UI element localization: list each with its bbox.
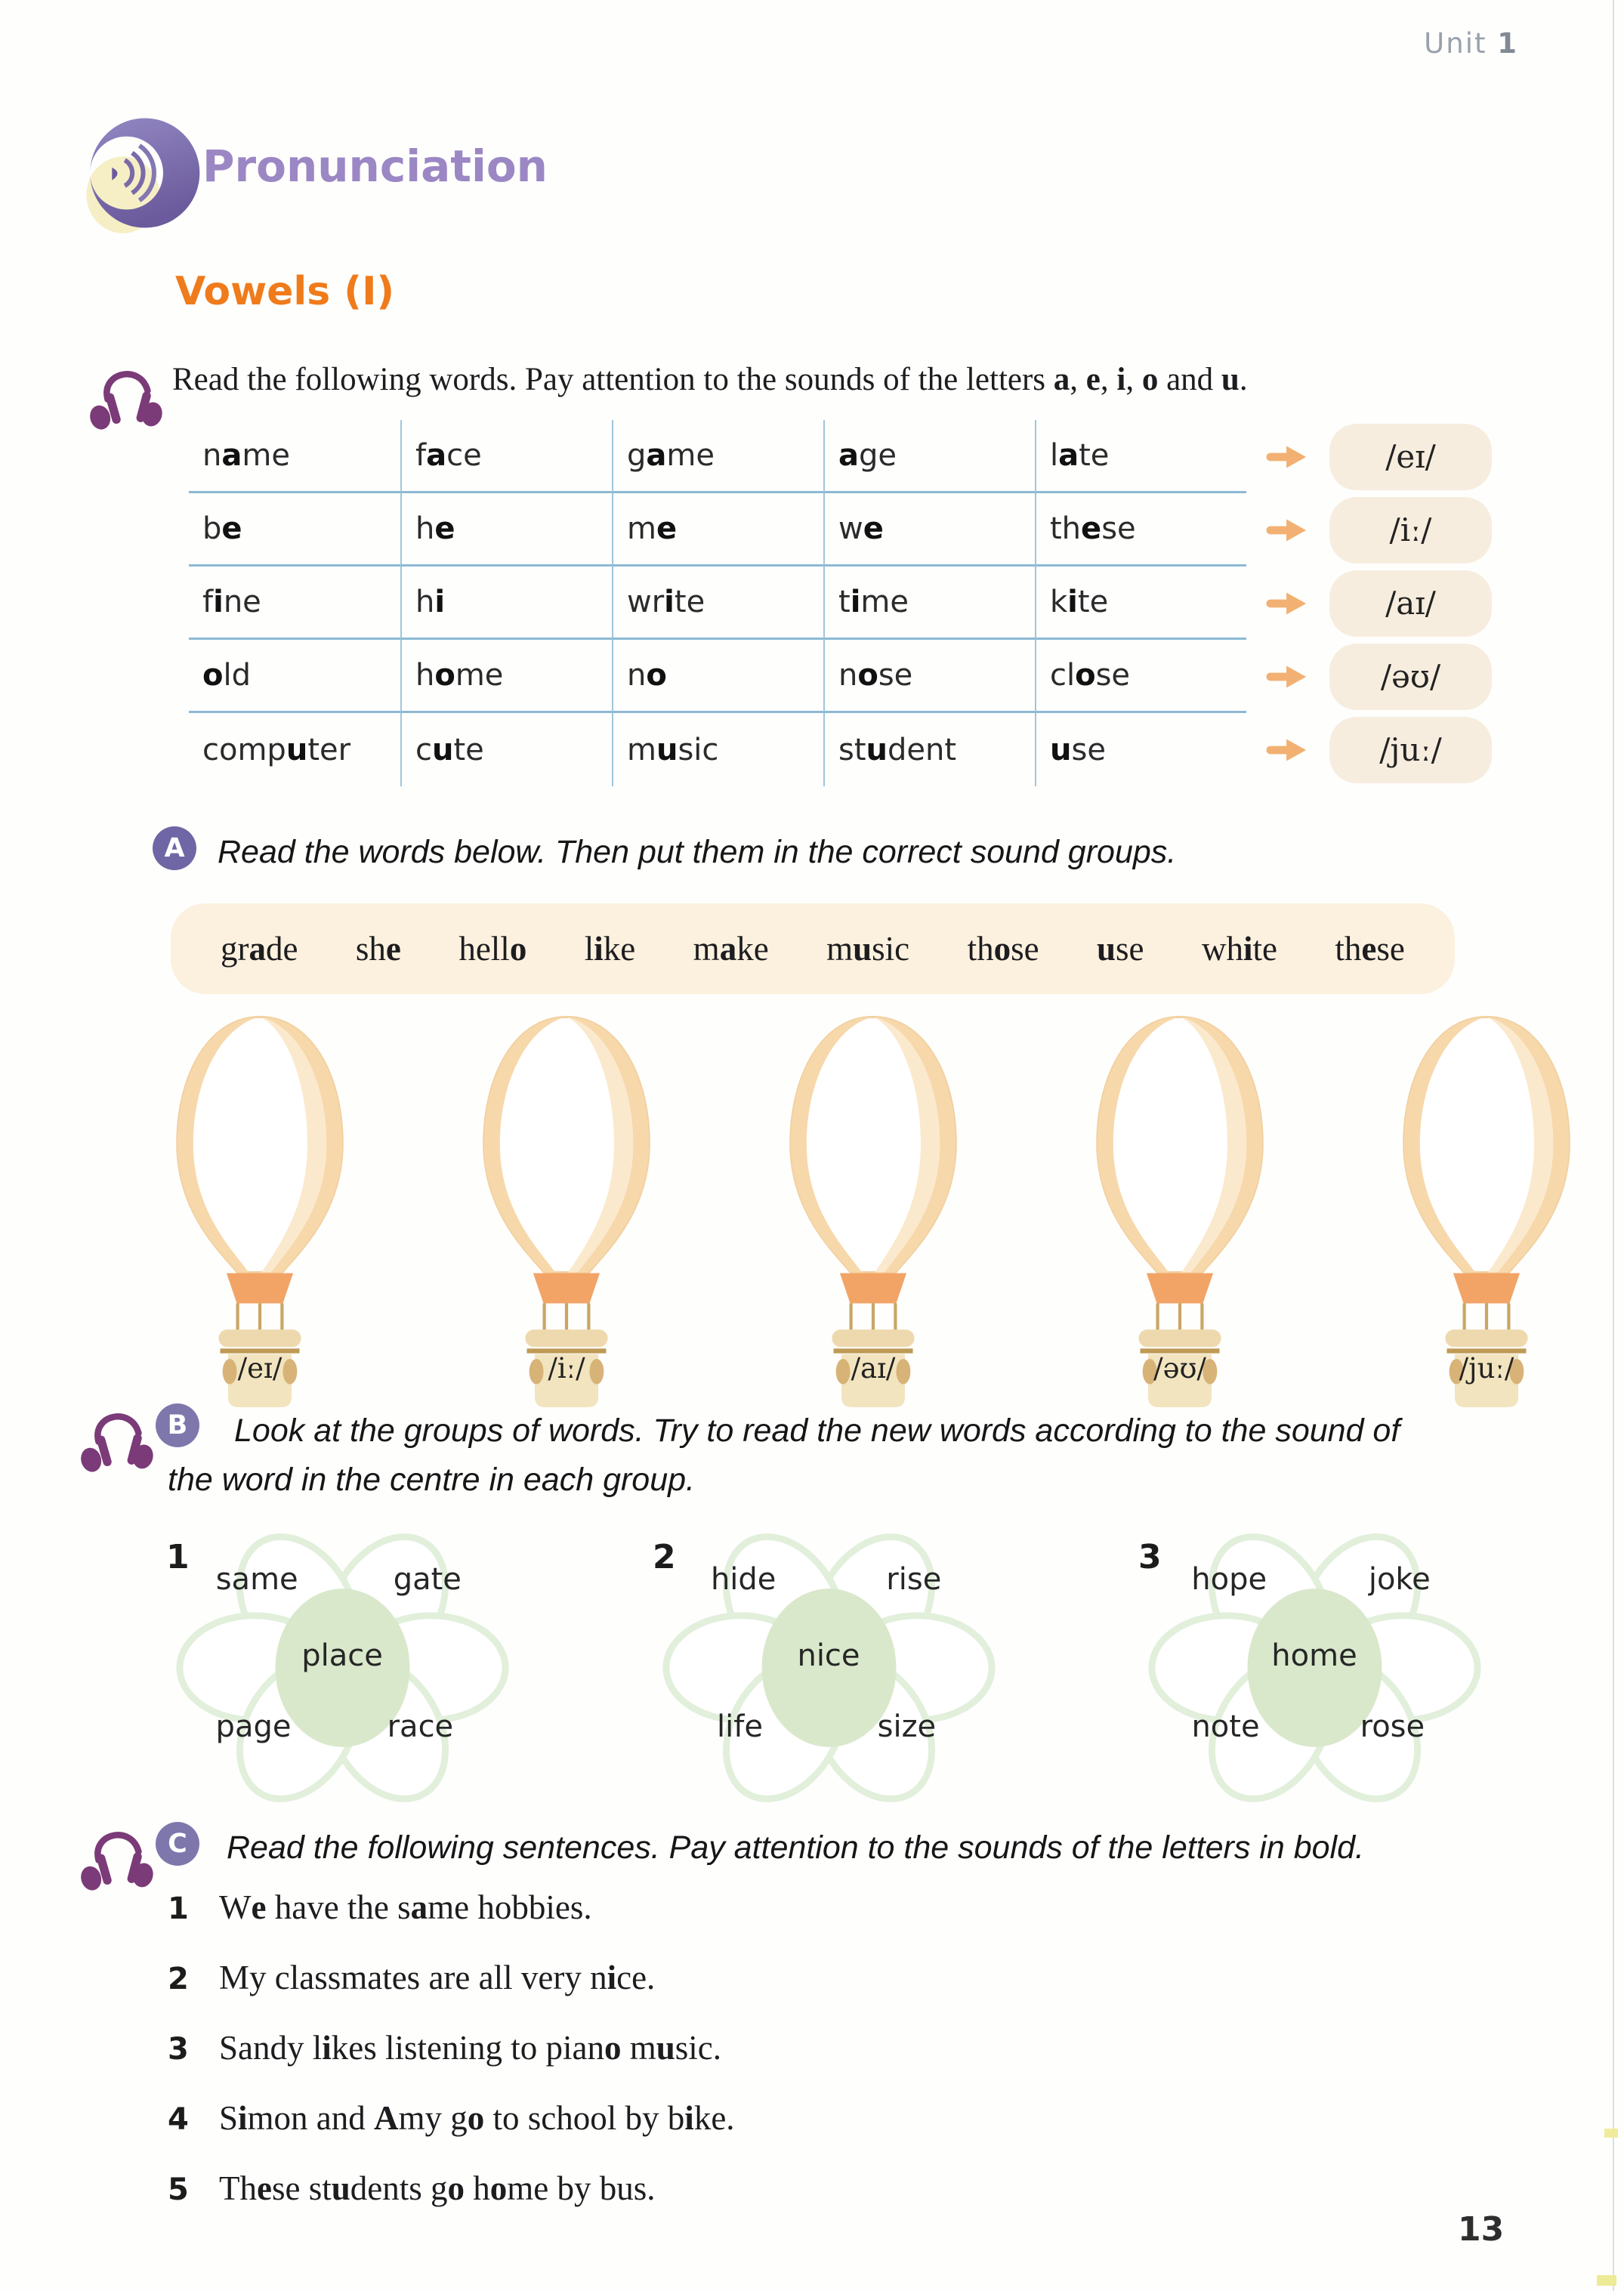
- table-word: face: [415, 438, 482, 473]
- sentence-text: We have the same hobbies.: [219, 1888, 592, 1926]
- table-cell: [400, 640, 612, 713]
- sentence-item: [168, 2027, 735, 2069]
- table-word: time: [838, 585, 909, 619]
- table-word: write: [627, 585, 705, 619]
- sound-group-2: [651, 1533, 1006, 1805]
- table-cell: [1035, 713, 1246, 786]
- table-cell: [400, 567, 612, 640]
- table-cell: [823, 420, 1035, 493]
- table-word: kite: [1050, 585, 1109, 619]
- flower-word: rise: [886, 1562, 942, 1598]
- table-word: use: [1050, 732, 1106, 767]
- table-cell: [189, 420, 400, 493]
- sentence-text: Simon and Amy go to school by bike.: [219, 2098, 735, 2137]
- arrow-icon: [1246, 517, 1329, 544]
- phonetic-label: /eɪ/: [1385, 438, 1436, 475]
- table-word: he: [415, 511, 455, 546]
- table-word: fine: [202, 585, 261, 619]
- table-cell: [1035, 567, 1246, 640]
- flower-word: hide: [710, 1562, 776, 1598]
- table-word: these: [1050, 511, 1136, 546]
- sentence-item: [168, 2098, 735, 2139]
- table-cell: [612, 567, 823, 640]
- balloon-2: [471, 1011, 662, 1407]
- table-cell: [612, 640, 823, 713]
- word-bank: [171, 903, 1455, 994]
- exercise-c-instruction: Read the following sentences. Pay attention to the sounds of the letters in bold.: [227, 1829, 1364, 1866]
- flower-word: size: [877, 1709, 937, 1744]
- sound-table: [189, 420, 1492, 786]
- sentence-item: [168, 2168, 735, 2209]
- table-cell: [612, 493, 823, 567]
- flower-center-word: home: [1271, 1638, 1357, 1673]
- table-cell: [189, 640, 400, 713]
- balloon-illustration: [778, 1011, 968, 1407]
- group-number: 1: [166, 1538, 190, 1576]
- headphones-icon: [79, 1814, 157, 1896]
- sentence-number: 1: [168, 1891, 189, 1926]
- sentence-item: [168, 1887, 735, 1928]
- table-word: me: [627, 511, 678, 546]
- group-number: 2: [653, 1538, 676, 1576]
- word-bank-item: like: [584, 930, 636, 968]
- word-bank-item: those: [967, 930, 1039, 968]
- sentence-number: 2: [168, 1961, 189, 1996]
- sentence-list: [168, 1887, 735, 2237]
- badge-c: C: [156, 1822, 199, 1866]
- table-cell: [400, 713, 612, 786]
- table-cell: [612, 420, 823, 493]
- table-word: game: [627, 438, 715, 473]
- table-cell: [400, 420, 612, 493]
- table-row: [189, 567, 1492, 640]
- table-word: late: [1050, 438, 1110, 473]
- table-cell: [1035, 640, 1246, 713]
- flower-word: hope: [1191, 1562, 1267, 1598]
- table-cell: [823, 640, 1035, 713]
- sentence-number: 5: [168, 2172, 189, 2207]
- phonetic-label: /aɪ/: [1385, 585, 1436, 622]
- flower-word: gate: [393, 1562, 462, 1598]
- section-subtitle: Vowels (I): [175, 269, 395, 314]
- badge-a: A: [153, 826, 196, 870]
- word-bank-item: hello: [458, 930, 527, 968]
- table-word: old: [202, 658, 251, 693]
- table-cell: [189, 493, 400, 567]
- balloon-illustration: [1391, 1011, 1582, 1407]
- exercise-b-instruction: [168, 1406, 1512, 1504]
- instruction-line: Look at the groups of words. Try to read the new words according to the sound of: [234, 1413, 1400, 1449]
- balloon-label: /əʊ/: [1153, 1352, 1206, 1385]
- table-row: [189, 640, 1492, 713]
- table-row: [189, 713, 1492, 786]
- sentence-text: Sandy likes listening to piano music.: [219, 2028, 722, 2067]
- arrow-icon: [1246, 590, 1329, 617]
- table-word: home: [415, 658, 504, 693]
- pronunciation-speaker-icon: [85, 104, 207, 242]
- flower-center-word: nice: [797, 1638, 860, 1673]
- sound-group-1: [165, 1533, 520, 1805]
- balloon-label: /eɪ/: [237, 1352, 283, 1385]
- sentence-text: These students go home by bus.: [219, 2169, 656, 2207]
- edge-mark: [1597, 2275, 1616, 2286]
- flower-word: rose: [1360, 1709, 1425, 1744]
- balloon-label: /iː/: [548, 1352, 585, 1385]
- word-bank-item: grade: [221, 930, 298, 968]
- table-row: [189, 493, 1492, 567]
- table-word: nose: [838, 658, 913, 693]
- unit-label: Unit: [1424, 27, 1487, 60]
- balloon-illustration: [165, 1011, 355, 1407]
- balloon-label: /juː/: [1459, 1352, 1514, 1385]
- sentence-number: 3: [168, 2031, 189, 2067]
- table-word: age: [838, 438, 897, 473]
- unit-number: 1: [1497, 27, 1518, 60]
- sound-group-3: [1137, 1533, 1492, 1805]
- sentence-item: [168, 1957, 735, 1999]
- table-cell: [612, 713, 823, 786]
- table-word: no: [627, 658, 667, 693]
- flower-word: joke: [1368, 1562, 1431, 1598]
- page-title: Pronunciation: [202, 140, 548, 192]
- page-number: 13: [1458, 2210, 1505, 2249]
- balloon-5: [1391, 1011, 1582, 1407]
- page-edge-line: [1613, 0, 1614, 2291]
- flower-word: same: [215, 1562, 298, 1598]
- headphones-icon: [79, 1396, 157, 1477]
- balloon-1: [165, 1011, 355, 1407]
- word-bank-item: make: [693, 930, 769, 968]
- sentence-text: My classmates are all very nice.: [219, 1958, 656, 1996]
- word-bank-item: she: [355, 930, 401, 968]
- arrow-icon: [1246, 736, 1329, 764]
- phonetic-label: /juː/: [1379, 731, 1442, 768]
- arrow-icon: [1246, 663, 1329, 690]
- exercise-a-instruction: Read the words below. Then put them in the correct sound groups.: [218, 834, 1177, 870]
- table-cell: [189, 567, 400, 640]
- phonetic-pill: [1329, 644, 1492, 710]
- headphones-icon: [88, 354, 166, 435]
- table-cell: [400, 493, 612, 567]
- flower-word: life: [717, 1709, 763, 1744]
- table-word: name: [202, 438, 290, 473]
- table-word: music: [627, 732, 719, 767]
- word-bank-item: white: [1201, 930, 1277, 968]
- flower-word: note: [1191, 1709, 1260, 1744]
- word-bank-item: these: [1335, 930, 1405, 968]
- table-word: close: [1050, 658, 1131, 693]
- table-row: [189, 420, 1492, 493]
- arrow-icon: [1246, 443, 1329, 471]
- table-cell: [823, 493, 1035, 567]
- table-cell: [189, 713, 400, 786]
- table-cell: [1035, 493, 1246, 567]
- flower-word: race: [387, 1709, 454, 1744]
- table-word: be: [202, 511, 242, 546]
- table-word: hi: [415, 585, 446, 619]
- balloon-3: [778, 1011, 968, 1407]
- balloon-row: [165, 1011, 1582, 1407]
- phonetic-label: /əʊ/: [1380, 658, 1441, 695]
- instruction-line: the word in the centre in each group.: [168, 1461, 695, 1498]
- edge-mark: [1604, 2129, 1618, 2138]
- phonetic-pill: [1329, 570, 1492, 637]
- table-cell: [823, 567, 1035, 640]
- balloon-4: [1085, 1011, 1275, 1407]
- table-cell: [1035, 420, 1246, 493]
- unit-header: [1424, 27, 1518, 60]
- phonetic-pill: [1329, 497, 1492, 563]
- balloon-illustration: [1085, 1011, 1275, 1407]
- balloon-illustration: [471, 1011, 662, 1407]
- balloon-label: /aɪ/: [851, 1352, 896, 1385]
- sentence-number: 4: [168, 2101, 189, 2137]
- phonetic-label: /iː/: [1389, 511, 1432, 548]
- table-word: we: [838, 511, 884, 546]
- flower-center-word: place: [301, 1638, 383, 1673]
- table-word: student: [838, 732, 957, 767]
- intro-instruction: Read the following words. Pay attention to the sounds of the letters a, e, i, o and u.: [172, 362, 1248, 397]
- table-word: computer: [202, 732, 351, 767]
- flower-word: page: [215, 1709, 292, 1744]
- phonetic-pill: [1329, 424, 1492, 490]
- word-bank-item: music: [826, 930, 910, 968]
- phonetic-pill: [1329, 717, 1492, 783]
- table-word: cute: [415, 732, 484, 767]
- word-bank-item: use: [1097, 930, 1144, 968]
- badge-b: B: [156, 1403, 199, 1447]
- table-cell: [823, 713, 1035, 786]
- group-number: 3: [1138, 1538, 1162, 1576]
